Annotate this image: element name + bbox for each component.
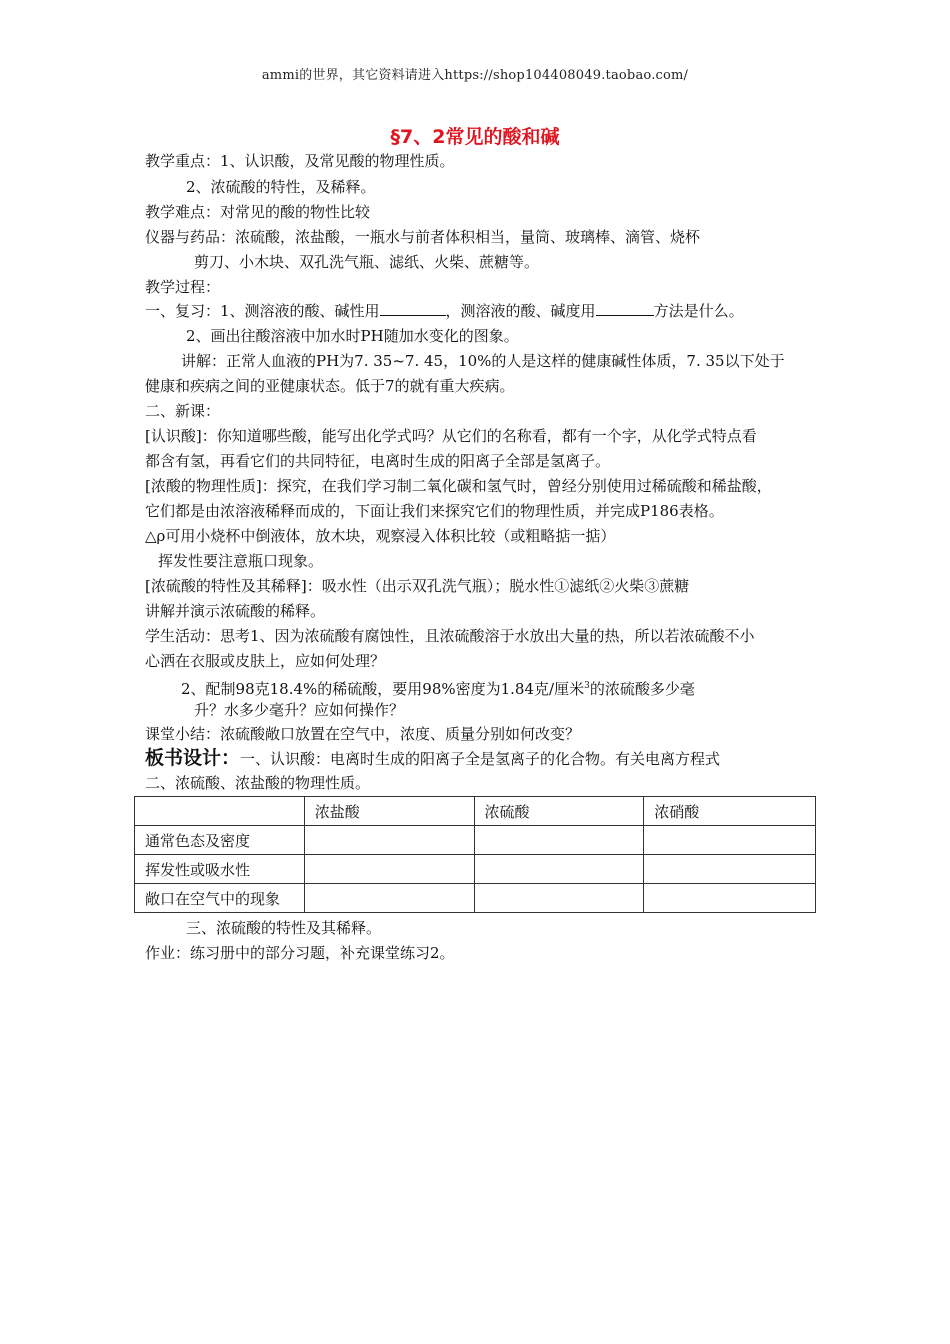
board-design-label: 板书设计： [145, 747, 241, 769]
new-lesson-heading: 二、新课： [145, 402, 221, 420]
board-design-line [145, 748, 720, 769]
sulfuric-property-line: [浓硫酸的特性及其稀释]：吸水性（出示双孔洗气瓶）；脱水性①滤纸②火柴③蔗糖 [145, 577, 690, 595]
review-line [145, 301, 744, 321]
table-header-cell [135, 797, 305, 826]
teaching-difficulty-line: 教学难点：对常见的酸的物性比较 [145, 203, 371, 221]
dilution-demo-line: 讲解并演示浓硫酸的稀释。 [145, 602, 326, 620]
volatility-note-line: 挥发性要注意瓶口现象。 [158, 552, 324, 570]
table-row-label: 敞口在空气中的现象 [135, 884, 305, 913]
board-item-2: 二、浓硫酸、浓盐酸的物理性质。 [145, 774, 371, 792]
review-text-a: 一、复习：1、测溶液的酸、碱性用 [145, 302, 380, 320]
table-row [135, 826, 816, 855]
review-text-c: 方法是什么。 [653, 302, 744, 320]
activity-question-2-cont: 升？水多少毫升？应如何操作？ [194, 701, 405, 719]
review-item-2: 2、画出往酸溶液中加水时PH随加水变化的图象。 [186, 327, 519, 345]
page-header: ammi的世界，其它资料请进入https://shop104408049.taobao.com/ [261, 68, 689, 83]
student-activity-line: 学生活动：思考1、因为浓硫酸有腐蚀性，且浓硫酸溶于水放出大量的热，所以若浓硫酸不小 [145, 627, 755, 645]
table-row-label: 挥发性或吸水性 [135, 855, 305, 884]
know-acid-line-cont: 都含有氢，再看它们的共同特征，电离时生成的阳离子全部是氢离子。 [145, 452, 611, 470]
physical-property-line: [浓酸的物理性质]：探究，在我们学习制二氧化碳和氢气时，曾经分别使用过稀硫酸和稀盐酸， [145, 477, 772, 495]
materials-line: 仪器与药品：浓硫酸，浓盐酸，一瓶水与前者体积相当，量筒、玻璃棒、滴管、烧杯 [145, 228, 701, 246]
superscript: 3 [584, 681, 590, 691]
board-item-3: 三、浓硫酸的特性及其稀释。 [186, 919, 382, 937]
property-table [134, 796, 816, 913]
table-cell [474, 826, 644, 855]
process-heading: 教学过程： [145, 278, 221, 296]
summary-line: 课堂小结：浓硫酸敞口放置在空气中，浓度、质量分别如何改变？ [145, 725, 581, 743]
teaching-focus-item-2: 2、浓硫酸的特性，及稀释。 [186, 178, 376, 196]
table-header-cell: 浓盐酸 [304, 797, 474, 826]
activity-question-2 [181, 676, 695, 699]
table-cell [304, 884, 474, 913]
question-text-b: 的浓硫酸多少毫 [589, 680, 695, 698]
page-title: §7、2常见的酸和碱 [390, 126, 560, 148]
homework-line: 作业：练习册中的部分习题，补充课堂练习2。 [145, 944, 455, 962]
table-row [135, 884, 816, 913]
know-acid-line: [认识酸]：你知道哪些酸，能写出化学式吗？从它们的名称看，都有一个字，从化学式特点看 [145, 427, 757, 445]
fill-blank [380, 301, 446, 316]
table-cell [304, 855, 474, 884]
fill-blank [596, 301, 654, 316]
student-activity-line-cont: 心洒在衣服或皮肤上，应如何处理？ [145, 652, 386, 670]
table-cell [474, 855, 644, 884]
table-header-cell: 浓硝酸 [644, 797, 816, 826]
table-row [135, 855, 816, 884]
table-cell [644, 884, 816, 913]
board-design-text: 一、认识酸：电离时生成的阳离子全是氢离子的化合物。有关电离方程式 [240, 750, 721, 768]
density-note-line: △ρ可用小烧杯中倒液体，放木块，观察浸入体积比较（或粗略掂一掂） [145, 527, 616, 545]
materials-line-cont: 剪刀、小木块、双孔洗气瓶、滤纸、火柴、蔗糖等。 [194, 253, 540, 271]
teaching-focus-line: 教学重点：1、认识酸，及常见酸的物理性质。 [145, 152, 455, 170]
explain-line-cont: 健康和疾病之间的亚健康状态。低于7的就有重大疾病。 [145, 377, 515, 395]
table-row-label: 通常色态及密度 [135, 826, 305, 855]
table-header-row [135, 797, 816, 826]
review-text-b: ，测溶液的酸、碱度用 [445, 302, 596, 320]
table-cell [644, 855, 816, 884]
table-cell [644, 826, 816, 855]
explain-line: 讲解：正常人血液的PH为7. 35~7. 45，10%的人是这样的健康碱性体质，7. 35以下处于 [181, 352, 785, 370]
physical-property-line-cont: 它们都是由浓溶液稀释而成的，下面让我们来探究它们的物理性质，并完成P186表格。 [145, 502, 724, 520]
table-cell [474, 884, 644, 913]
table-header-cell: 浓硫酸 [474, 797, 644, 826]
table-cell [304, 826, 474, 855]
question-text-a: 2、配制98克18.4%的稀硫酸，要用98%密度为1.84克/厘米 [181, 680, 585, 698]
